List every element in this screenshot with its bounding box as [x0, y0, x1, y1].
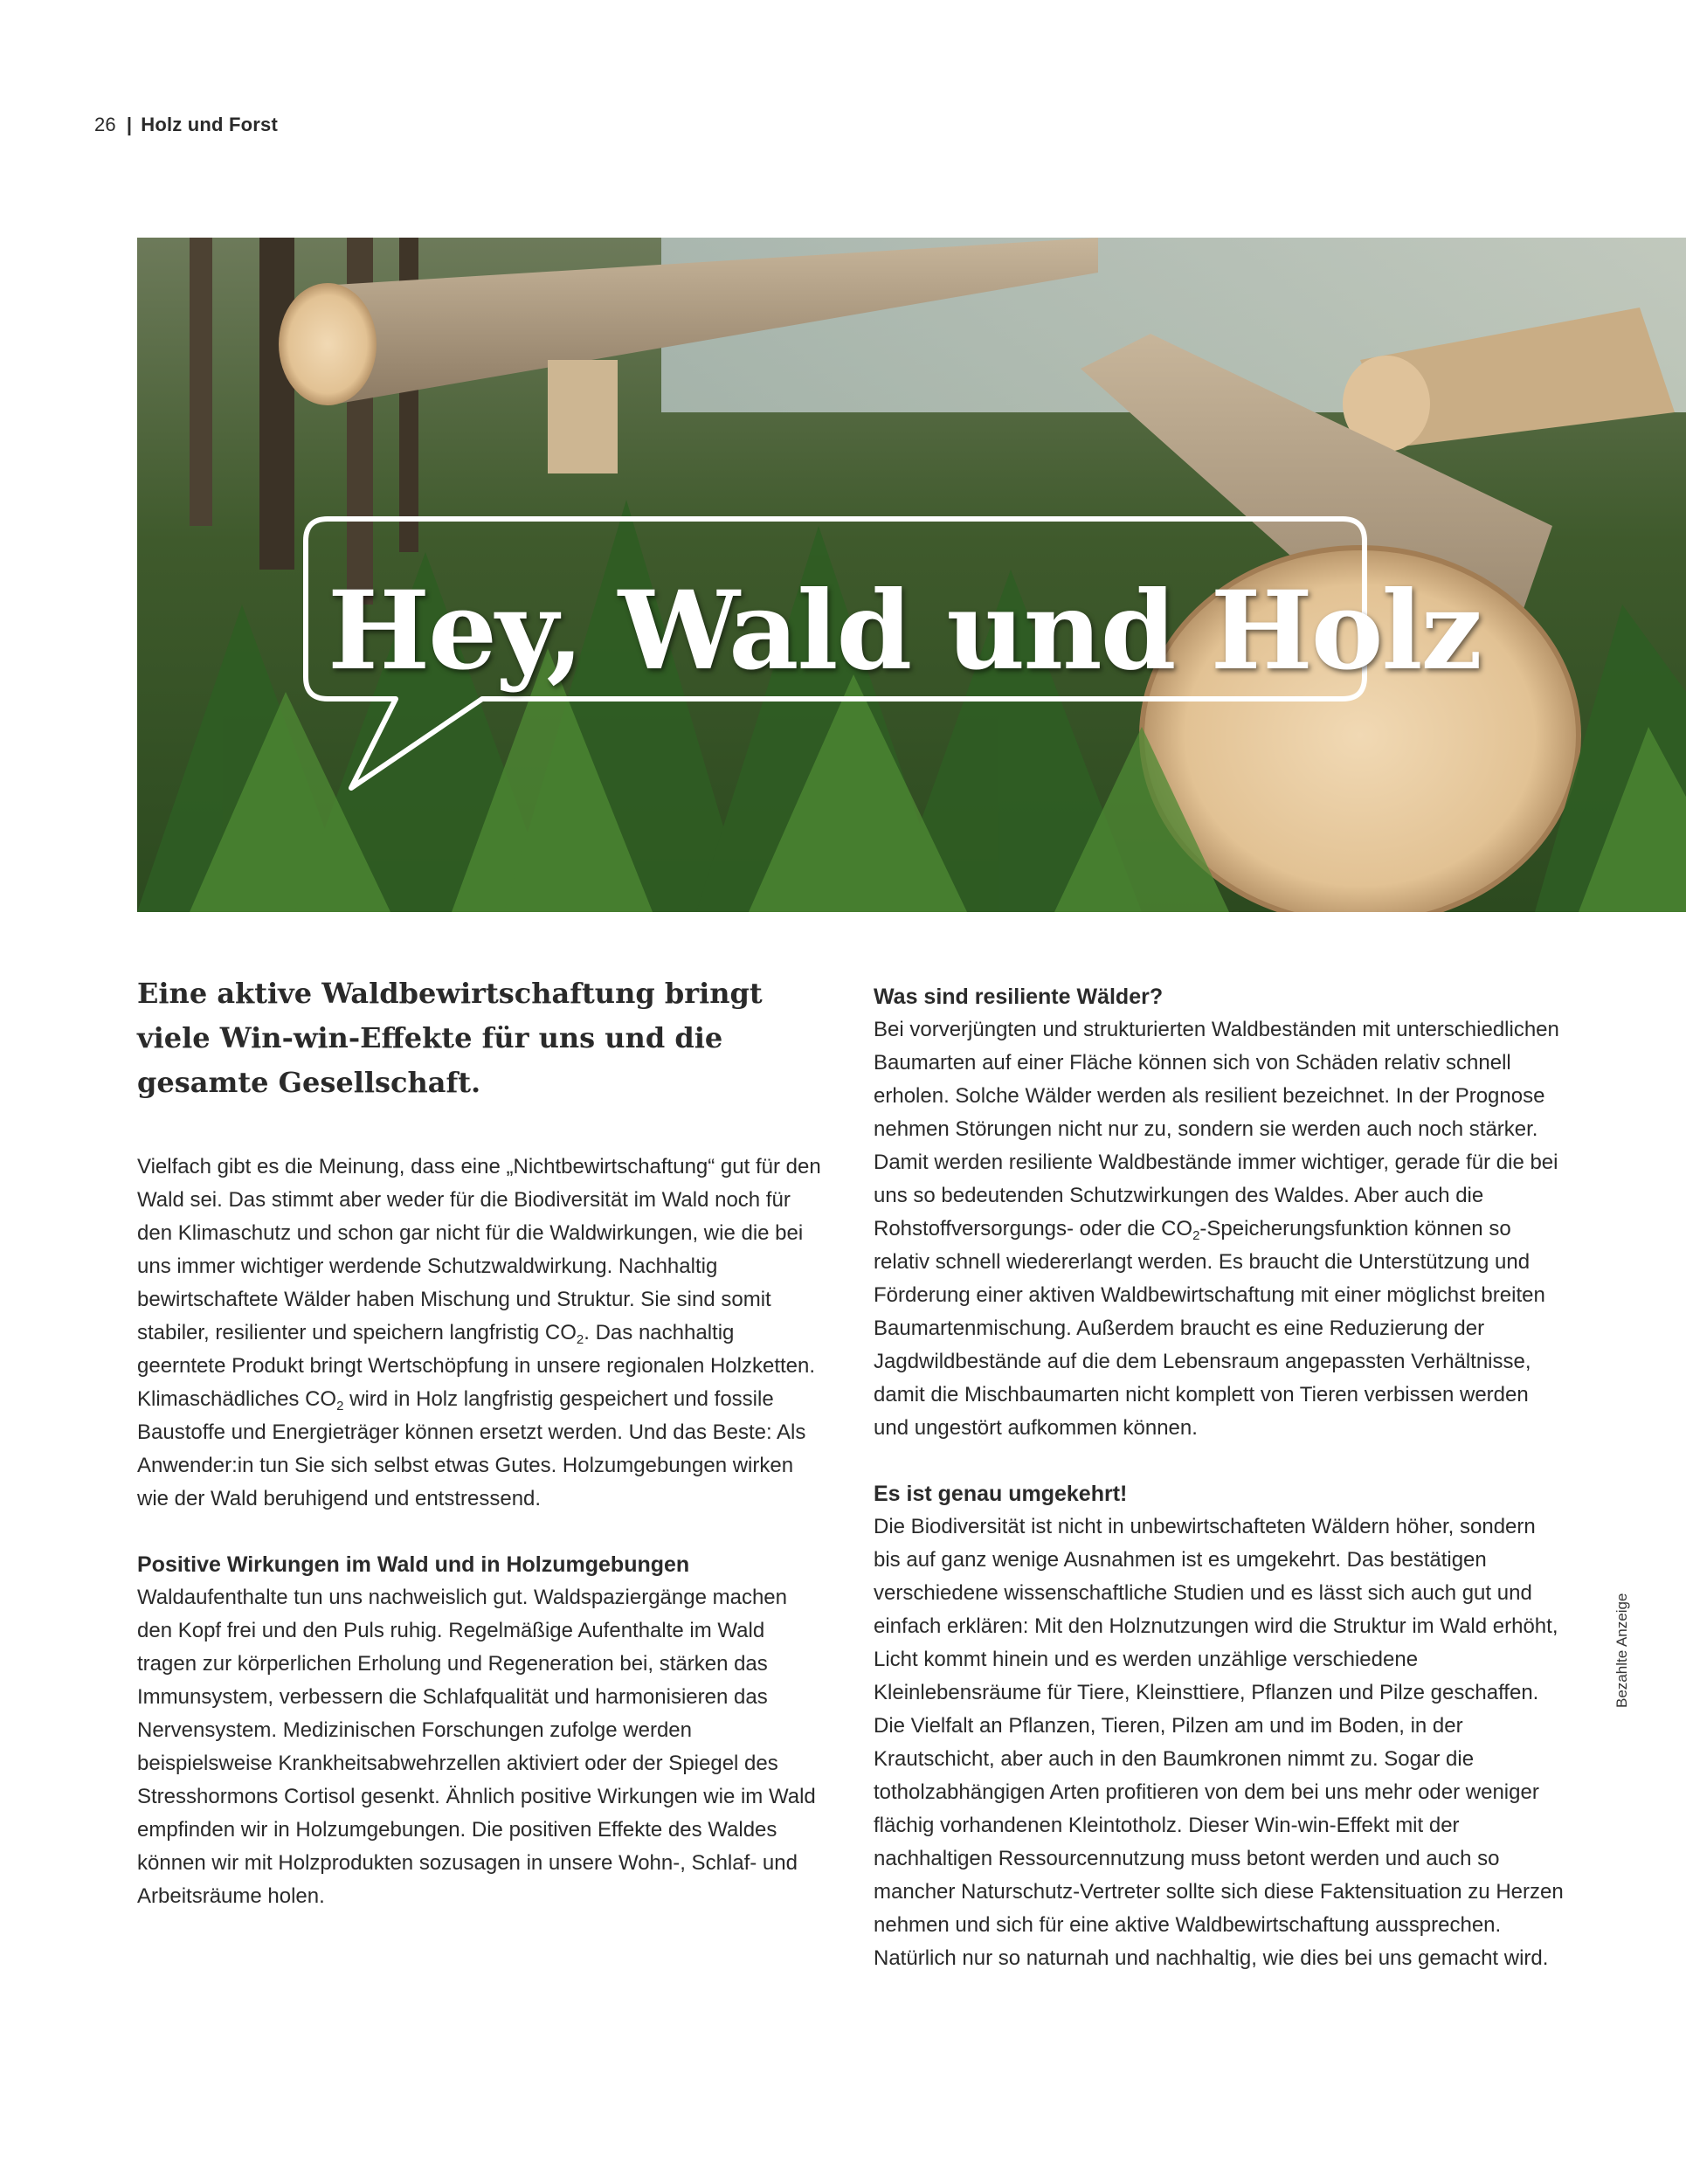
page-number: 26	[94, 114, 116, 135]
section-heading-resilient-forests: Was sind resiliente Wälder?	[874, 985, 1164, 1009]
paid-ad-label: Bezahlte Anzeige	[1613, 1593, 1630, 1708]
header-separator: |	[126, 114, 133, 135]
lead-paragraph: Eine aktive Waldbewirtschaftung bringt viele Win-win-Effekte für uns und die gesamte Gesellschaft.	[137, 977, 763, 1099]
left-column	[137, 971, 827, 1913]
section-heading-positive-effects: Positive Wirkungen im Wald und in Holzumgebungen	[137, 1552, 690, 1577]
resilient-forests-paragraph: Bei vorverjüngten und strukturierten Waldbeständen mit unterschiedlichen Baumarten auf einer Fläche können sich von Schäden relativ schnell erholen. Solche Wälder werden als resilient bezeichnet. In der Prognose nehmen Störungen nicht nur zu, sondern sie werden auch noch stärker. Damit werden resiliente Waldbestände immer wichtiger, gerade für die bei uns so bedeutenden Schutzwirkungen des Waldes. Aber auch die Rohstoffversorgungs- oder die $CO_2$-Speicherungsfunktion können so relativ schnell wiedererlangt werden. Es braucht die Unterstützung und Förderung einer aktiven Waldbewirtschaftung mit einer möglichst breiten Baumartenmischung. Außerdem braucht es eine Reduzierung der Jagdwildbestände auf die dem Lebensraum angepassten Verhältnisse, damit die Mischbaumarten nicht komplett von Tieren verbissen werden und ungestört aufkommen können.	[874, 1018, 1559, 1440]
section-title: Holz und Forst	[141, 114, 279, 135]
hero-title: Hey, Wald und Holz	[328, 568, 1481, 695]
reversed-paragraph: Die Biodiversität ist nicht in unbewirtschafteten Wäldern höher, sondern bis auf ganz wenige Ausnahmen ist es umgekehrt. Das bestätigen verschiedene wissenschaftliche Studien und es lässt sich auch gut und einfach erklären: Mit den Holznutzungen wird die Struktur im Wald erhöht, Licht kommt hinein und es werden unzählige verschiedene Kleinlebensräume für Tiere, Kleinsttiere, Pflanzen und Pilze geschaffen. Die Vielfalt an Pflanzen, Tieren, Pilzen am und im Boden, in der Krautschicht, aber auch in den Baumkronen nimmt zu. Sogar die totholzabhängigen Arten profitieren von dem bei uns mehr oder weniger flächig vorhandenen Kleintotholz. Dieser Win-win-Effekt mit der nachhaltigen Ressourcennutzung muss betont werden und auch so mancher Naturschutz-Vertreter sollte sich diese Faktensituation zu Herzen nehmen und sich für eine aktive Waldbewirtschaftung aussprechen. Natürlich nur so naturnah und nachhaltig, wie dies bei uns gemacht wird.	[874, 1515, 1564, 1970]
right-column	[874, 980, 1564, 1975]
intro-paragraph: Vielfach gibt es die Meinung, dass eine „Nichtbewirtschaftung“ gut für den Wald sei. Das stimmt aber weder für die Biodiversität im Wald noch für den Klimaschutz und schon gar nicht für die Waldwirkungen, wie die bei uns immer wichtiger werdende Schutzwaldwirkung. Nachhaltig bewirtschaftete Wälder haben Mischung und Struktur. Sie sind somit stabiler, resilienter und speichern langfristig $CO_2$. Das nachhaltig geerntete Produkt bringt Wertschöpfung in unsere regionalen Holzketten. Klimaschädliches $CO_2$ wird in Holz langfristig gespeichert und fossile Baustoffe und Energieträger können ersetzt werden. Und das Beste: Als Anwender:in tun Sie sich selbst etwas Gutes. Holzumgebungen wirken wie der Wald beruhigend und entstressend.	[137, 1155, 821, 1510]
section-heading-reversed: Es ist genau umgekehrt!	[874, 1482, 1128, 1506]
positive-effects-paragraph: Waldaufenthalte tun uns nachweislich gut. Waldspaziergänge machen den Kopf frei und den Puls ruhig. Regelmäßige Aufenthalte im Wald tragen zur körperlichen Erholung und Regeneration bei, stärken das Immunsystem, verbessern die Schlafqualität und harmonisieren das Nervensystem. Medizinischen Forschungen zufolge werden beispielsweise Krankheitsabwehrzellen aktiviert oder der Spiegel des Stresshormons Cortisol gesenkt. Ähnlich positive Wirkungen wie im Wald empfinden wir in Holzumgebungen. Die positiven Effekte des Waldes können wir mit Holzprodukten sozusagen in unsere Wohn-, Schlaf- und Arbeitsräume holen.	[137, 1586, 816, 1908]
running-head	[94, 114, 278, 136]
